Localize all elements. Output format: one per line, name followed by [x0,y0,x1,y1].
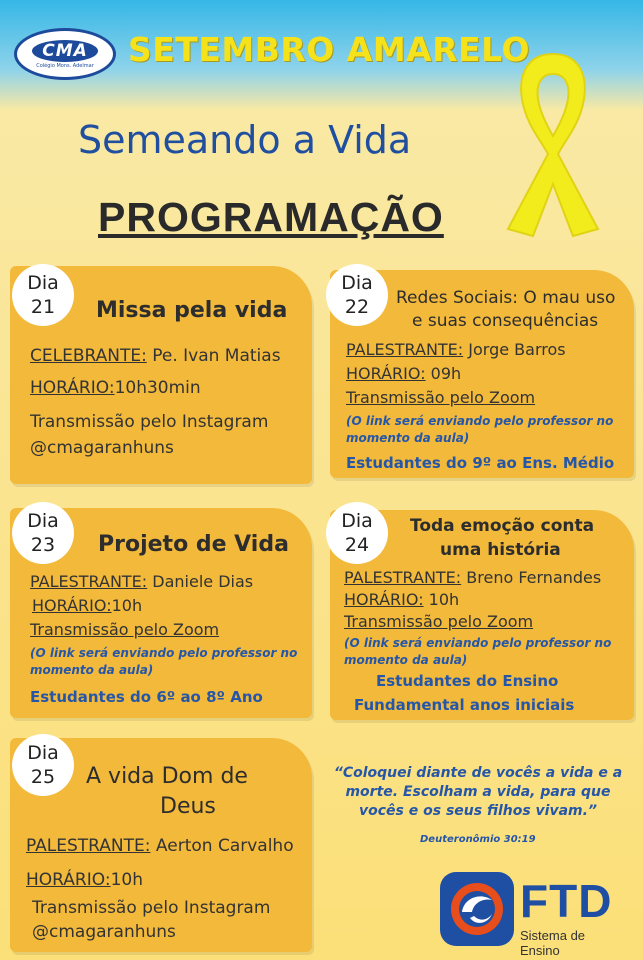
broadcast-line: Transmissão pelo Instagram [32,898,271,918]
event-title-line2: Deus [160,794,216,819]
day-label: Dia [341,272,373,294]
schedule-heading: PROGRAMAÇÃO [98,194,444,240]
event-title-line1: Redes Sociais: O mau uso [396,288,616,308]
broadcast-line: Transmissão pelo Zoom [344,612,534,631]
audience-line: Estudantes do 6º ao 8º Ano [30,688,263,706]
day-label: Dia [27,742,59,764]
day-label: Dia [27,510,59,532]
event-title-line1: Toda emoção conta [410,516,595,536]
ftd-logo [440,872,628,958]
link-note-line1: (O link será enviando pelo professor no [30,646,298,660]
time-line: HORÁRIO: 10h [344,590,460,609]
audience-line: Estudantes do 9º ao Ens. Médio [346,454,615,472]
time-line: HORÁRIO:10h30min [30,378,201,398]
campaign-title: SETEMBRO AMARELO [128,30,531,69]
event-title: Projeto de Vida [98,532,289,557]
event-title-line1: A vida Dom de [86,764,248,789]
link-note-line2: momento da aula) [346,431,470,445]
broadcast-line: Transmissão pelo Zoom [346,388,536,407]
day-number: 25 [30,766,56,788]
day-badge-21 [12,264,74,326]
audience-line1: Estudantes do Ensino [376,672,559,690]
link-note-line1: (O link será enviando pelo professor no [344,636,612,650]
link-note-line2: momento da aula) [344,653,468,667]
day-badge-23 [12,502,74,564]
school-logo-subtext: Colégio Mons. Adelmar [36,62,94,69]
day-number: 24 [344,534,370,556]
day-number: 23 [30,534,56,556]
audience-line2: Fundamental anos iniciais [354,696,575,714]
event-title-line2: uma história [440,540,561,560]
speaker-line: CELEBRANTE: Pe. Ivan Matias [30,346,281,366]
day-badge-22 [326,264,388,326]
instagram-handle: @cmagaranhuns [30,438,174,458]
day-label: Dia [341,510,373,532]
broadcast-line: Transmissão pelo Instagram [30,412,269,432]
link-note-line1: (O link será enviando pelo professor no [346,414,614,428]
instagram-handle: @cmagaranhuns [32,922,176,942]
time-line: HORÁRIO:10h [32,596,143,615]
day-badge-24 [326,502,388,564]
time-line: HORÁRIO:10h [26,870,143,890]
speaker-line: PALESTRANTE: Aerton Carvalho [26,836,294,856]
ftd-tagline: Sistema de Ensino [520,928,586,958]
speaker-line: PALESTRANTE: Daniele Dias [30,572,254,591]
school-logo-text: CMA [32,40,98,62]
event-title: Missa pela vida [96,298,288,323]
yellow-ribbon-icon [488,44,618,244]
ftd-logo-icon [440,872,514,946]
time-line: HORÁRIO: 09h [346,364,462,383]
day-badge-25 [12,734,74,796]
bible-quote: “Coloquei diante de vocês a vida e a morte. Escolham a vida, para que vocês e os seus filhos vivam.” [333,765,623,819]
broadcast-line: Transmissão pelo Zoom [30,620,220,639]
day-number: 21 [30,296,56,318]
campaign-subtitle: Semeando a Vida [78,118,412,162]
quote-reference: Deuteronômio 30:19 [420,834,536,845]
link-note-line2: momento da aula) [30,663,154,677]
day-number: 22 [344,296,370,318]
ftd-brand: FTD [520,875,613,927]
speaker-line: PALESTRANTE: Breno Fernandes [344,568,602,587]
day-label: Dia [27,272,59,294]
speaker-line: PALESTRANTE: Jorge Barros [346,340,566,359]
school-logo [14,28,116,80]
event-title-line2: e suas consequências [412,311,599,331]
